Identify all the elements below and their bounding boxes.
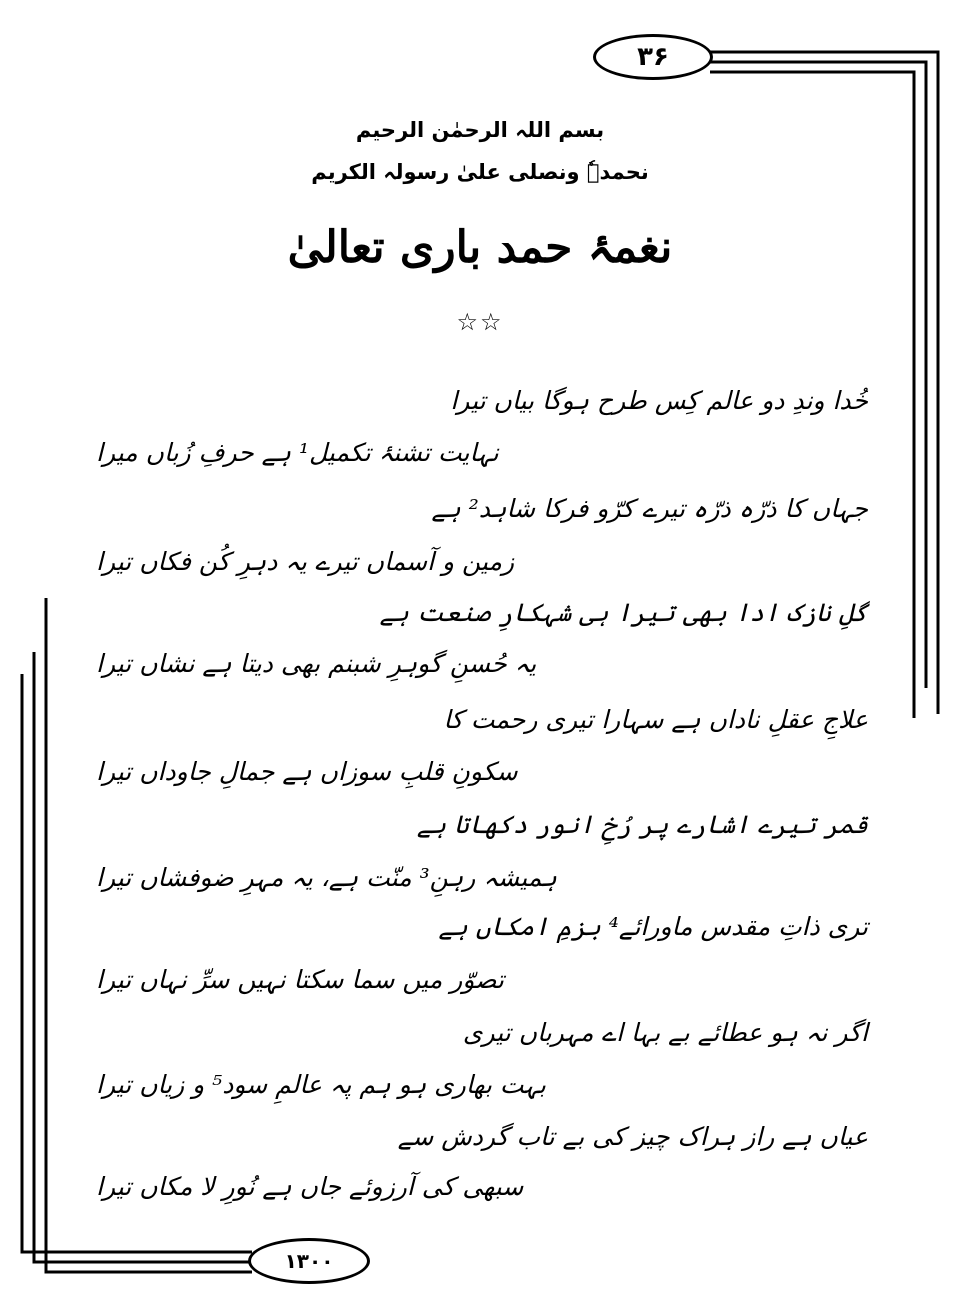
verse-line: علاجِ عقلِ ناداں ہے سہارا تیری رحمت کا bbox=[443, 705, 868, 734]
footer-number-badge bbox=[248, 1238, 370, 1284]
footer-number: ۱۳۰۰ bbox=[284, 1249, 334, 1273]
praise-heading: نحمدہٗ ونصلی علیٰ رسولہ الکریم bbox=[311, 160, 649, 184]
verse-line: قمر تیرے اشارے پر رُخِ انور دکھاتا ہے bbox=[416, 810, 868, 839]
poem-title: نغمۂ حمد باری تعالیٰ bbox=[287, 222, 673, 273]
verse-line: اگر نہ ہو عطائے بے بہا اے مہرباں تیری bbox=[462, 1018, 868, 1047]
verse-line: بہت بھاری ہو ہم پہ عالمِ سود⁵ و زیاں تیرا bbox=[96, 1070, 547, 1099]
verse-line: خُدا وندِ دو عالم کِس طرح ہوگا بیاں تیرا bbox=[450, 386, 868, 415]
verse-line: نہایت تشنۂ تکمیل¹ ہے حرفِ زُباں میرا bbox=[96, 438, 499, 467]
page-number-badge bbox=[593, 34, 713, 80]
page-number: ۳۶ bbox=[637, 42, 669, 72]
verse-line: تصوّر میں سما سکتا نہیں سرِّ نہاں تیرا bbox=[96, 965, 504, 994]
verse-line: عیاں ہے راز ہراک چیز کی بے تاب گردش سے bbox=[397, 1122, 868, 1151]
verse-line: سبھی کی آرزوئے جاں ہے نُورِ لا مکاں تیرا bbox=[96, 1172, 524, 1201]
star-ornament: ☆☆ bbox=[456, 308, 504, 336]
verse-line: سکونِ قلبِ سوزاں ہے جمالِ جاوداں تیرا bbox=[96, 757, 518, 786]
verse-line: جہاں کا ذرّہ ذرّہ تیرے کرّو فرکا شاہد² ہے bbox=[431, 494, 868, 523]
verse-line: یہ حُسنِ گوہرِ شبنم بھی دیتا ہے نشاں تیرا bbox=[96, 649, 537, 678]
verse-line: گلِ نازک ادا بھی تیرا ہی شہکارِ صنعت ہے bbox=[379, 598, 868, 627]
bismillah-heading: بسم اللہ الرحمٰن الرحیم bbox=[355, 118, 605, 142]
verse-line: ہمیشہ رہنِ³ منّت ہے، یہ مہرِ ضوفشاں تیرا bbox=[96, 863, 557, 892]
verse-line: زمین و آسماں تیرے یہ دہرِ کُن فکاں تیرا bbox=[96, 547, 515, 576]
verse-line: تری ذاتِ مقدس ماورائے⁴ بزمِ امکاں ہے bbox=[438, 912, 868, 941]
